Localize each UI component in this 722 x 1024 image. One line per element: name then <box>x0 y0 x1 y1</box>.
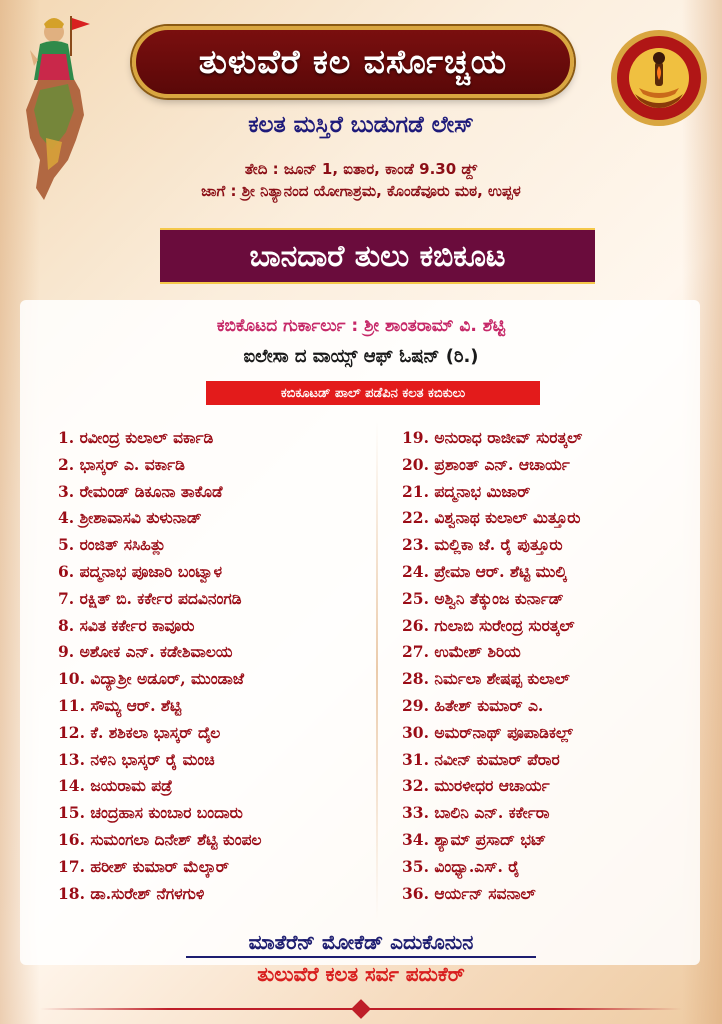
list-item: 22. ವಿಶ್ವನಾಥ ಕುಲಾಲ್ ಮಿತ್ತೂರು <box>402 508 581 528</box>
list-item: 19. ಅನುರಾಧ ರಾಜೀವ್ ಸುರತ್ಕಲ್ <box>402 428 583 447</box>
list-item: 33. ಬಾಲಿನಿ ಎನ್. ಕರ್ಕೇರಾ <box>402 803 550 823</box>
list-item: 12. ಕೆ. ಶಶಿಕಲಾ ಭಾಸ್ಕರ್ ದೈಲ <box>58 722 221 742</box>
list-item: 29. ಹಿತೇಶ್ ಕುಮಾರ್ ಎ. <box>402 695 544 715</box>
list-item: 16. ಸುಮಂಗಲಾ ದಿನೇಶ್ ಶೆಟ್ಟಿ ಕುಂಪಲ <box>58 829 262 849</box>
poets-list-left <box>58 425 368 907</box>
list-item: 15. ಚಂದ್ರಹಾಸ ಕುಂಬಾರ ಬಂದಾರು <box>58 803 243 823</box>
list-item: 25. ಅಶ್ವಿನಿ ತೆಕ್ಕುಂಜ ಕುರ್ನಾಡ್ <box>402 588 564 608</box>
list-item: 7. ರಕ್ಷಿತ್ ಬಿ. ಕರ್ಕೇರ ಪದವಿನಂಗಡಿ <box>58 588 242 608</box>
list-item: 4. ಶ್ರೀಶಾವಾಸವಿ ತುಳುನಾಡ್ <box>58 508 202 528</box>
organization-name: ಐಲೇಸಾ ದ ವಾಯ್ಸ್ ಆಫ್ ಓಷನ್ (ರಿ.) <box>243 346 479 367</box>
poets-list-right <box>402 425 712 907</box>
event-title: ಬಾನದಾರೆ ತುಲು ಕಬಿಕೂಟ <box>249 238 506 274</box>
event-venue: ಜಾಗೆ : ಶ್ರೀ ನಿತ್ಯಾನಂದ ಯೋಗಾಶ್ರಮ, ಕೊಂಡೆವೂರು ಮಠ, ಉಪ್ಪಳ <box>201 182 521 200</box>
list-item: 31. ನವೀನ್ ಕುಮಾರ್ ಪೆರಾರ <box>402 749 560 769</box>
list-item: 34. ಶ್ಯಾಮ್ ಪ್ರಸಾದ್ ಭಟ್ <box>402 829 547 849</box>
list-item: 14. ಜಯರಾಮ ಪಡ್ರೆ <box>58 776 173 796</box>
list-item: 32. ಮುರಳೀಧರ ಆಚಾರ್ಯ <box>402 776 550 796</box>
list-item: 11. ಸೌಮ್ಯ ಆರ್. ಶೆಟ್ಟಿ <box>58 695 182 715</box>
list-item: 17. ಹರೀಶ್ ಕುಮಾರ್ ಮೆಲ್ಕಾರ್ <box>58 856 229 876</box>
event-date: ತೇದಿ : ಜೂನ್ 1, ಐತಾರ, ಕಾಂಡೆ 9.30 ಡ್ದ್ <box>244 160 478 178</box>
page-title: ತುಳುವೆರೆ ಕಲ ವರ್ಸೊಚ್ಚಯ <box>198 42 508 81</box>
list-item: 18. ಡಾ.ಸುರೇಶ್ ನೆಗಳಗುಳಿ <box>58 883 205 903</box>
list-item: 23. ಮಲ್ಲಿಕಾ ಜೆ. ರೈ ಪುತ್ತೂರು <box>402 535 563 555</box>
footer-underline <box>186 956 536 958</box>
list-item: 10. ವಿದ್ಯಾಶ್ರೀ ಅಡೂರ್, ಮುಂಡಾಜೆ <box>58 669 244 689</box>
list-item: 13. ನಳಿನಿ ಭಾಸ್ಕರ್ ರೈ ಮಂಚಿ <box>58 749 215 769</box>
list-item: 3. ರೇಮಂಡ್ ಡಿಕೂನಾ ತಾಕೊಡೆ <box>58 481 223 501</box>
title-banner <box>132 26 574 98</box>
footer-host: ತುಲುವೆರೆ ಕಲತ ಸರ್ವ ಪದುಕೆರ್ <box>257 962 465 986</box>
list-item: 21. ಪದ್ಮನಾಭ ಮಿಜಾರ್ <box>402 481 531 501</box>
list-item: 30. ಅಮರ್‌ನಾಥ್ ಪೂಪಾಡಿಕಲ್ಲ್ <box>402 722 573 742</box>
subtitle: ಕಲತ ಮಸ್ತಿರೆ ಬುಡುಗಡೆ ಲೇಸ್ <box>248 112 474 138</box>
list-item: 9. ಅಶೋಕ ಎನ್. ಕಡೇಶಿವಾಲಯ <box>58 642 233 662</box>
event-banner <box>160 228 595 284</box>
list-item: 28. ನಿರ್ಮಲಾ ಶೇಷಪ್ಪ ಕುಲಾಲ್ <box>402 669 570 689</box>
list-item: 20. ಪ್ರಶಾಂತ್ ಎನ್. ಆಚಾರ್ಯ <box>402 454 570 474</box>
footer-welcome: ಮಾತೆರೆನ್ ಮೋಕೆಡ್ ಎದುಕೊನುನ <box>248 930 474 954</box>
event-chair: ಕಬಿಕೊಟದ ಗುರ್ಕಾರ್ಲು : ಶ್ರೀ ಶಾಂತರಾಮ್ ವಿ. ಶೆಟ್ಟಿ <box>216 316 506 336</box>
column-divider <box>376 420 378 920</box>
bottom-diamond-ornament <box>351 999 371 1019</box>
list-item: 5. ರಂಜಿತ್ ಸಸಿಹಿತ್ಲು <box>58 535 166 555</box>
list-item: 26. ಗುಲಾಬಿ ಸುರೇಂದ್ರ ಸುರತ್ಕಲ್ <box>402 615 575 635</box>
list-item: 8. ಸವಿತ ಕರ್ಕೇರ ಕಾವೂರು <box>58 615 195 635</box>
poets-label: ಕಬಿಕೂಟಡ್ ಪಾಲ್ ಪಡೆಪಿನ ಕಲತ ಕಬಿಕುಲು <box>206 381 540 405</box>
list-item: 6. ಪದ್ಮನಾಭ ಪೂಜಾರಿ ಬಂಟ್ವಾಳ <box>58 561 223 581</box>
list-item: 1. ರವೀಂದ್ರ ಕುಲಾಲ್ ವರ್ಕಾಡಿ <box>58 428 214 447</box>
list-item: 36. ಆರ್ಯನ್ ಸವನಾಲ್ <box>402 883 536 903</box>
list-item: 24. ಪ್ರೇಮಾ ಆರ್. ಶೆಟ್ಟಿ ಮುಲ್ಕಿ <box>402 561 567 581</box>
list-item: 35. ವಿಂಧ್ಯಾ.ಎಸ್. ರೈ <box>402 856 520 876</box>
list-item: 27. ಉಮೇಶ್ ಶಿರಿಯ <box>402 642 521 662</box>
list-item: 2. ಭಾಸ್ಕರ್ ಎ. ವರ್ಕಾಡಿ <box>58 454 185 474</box>
